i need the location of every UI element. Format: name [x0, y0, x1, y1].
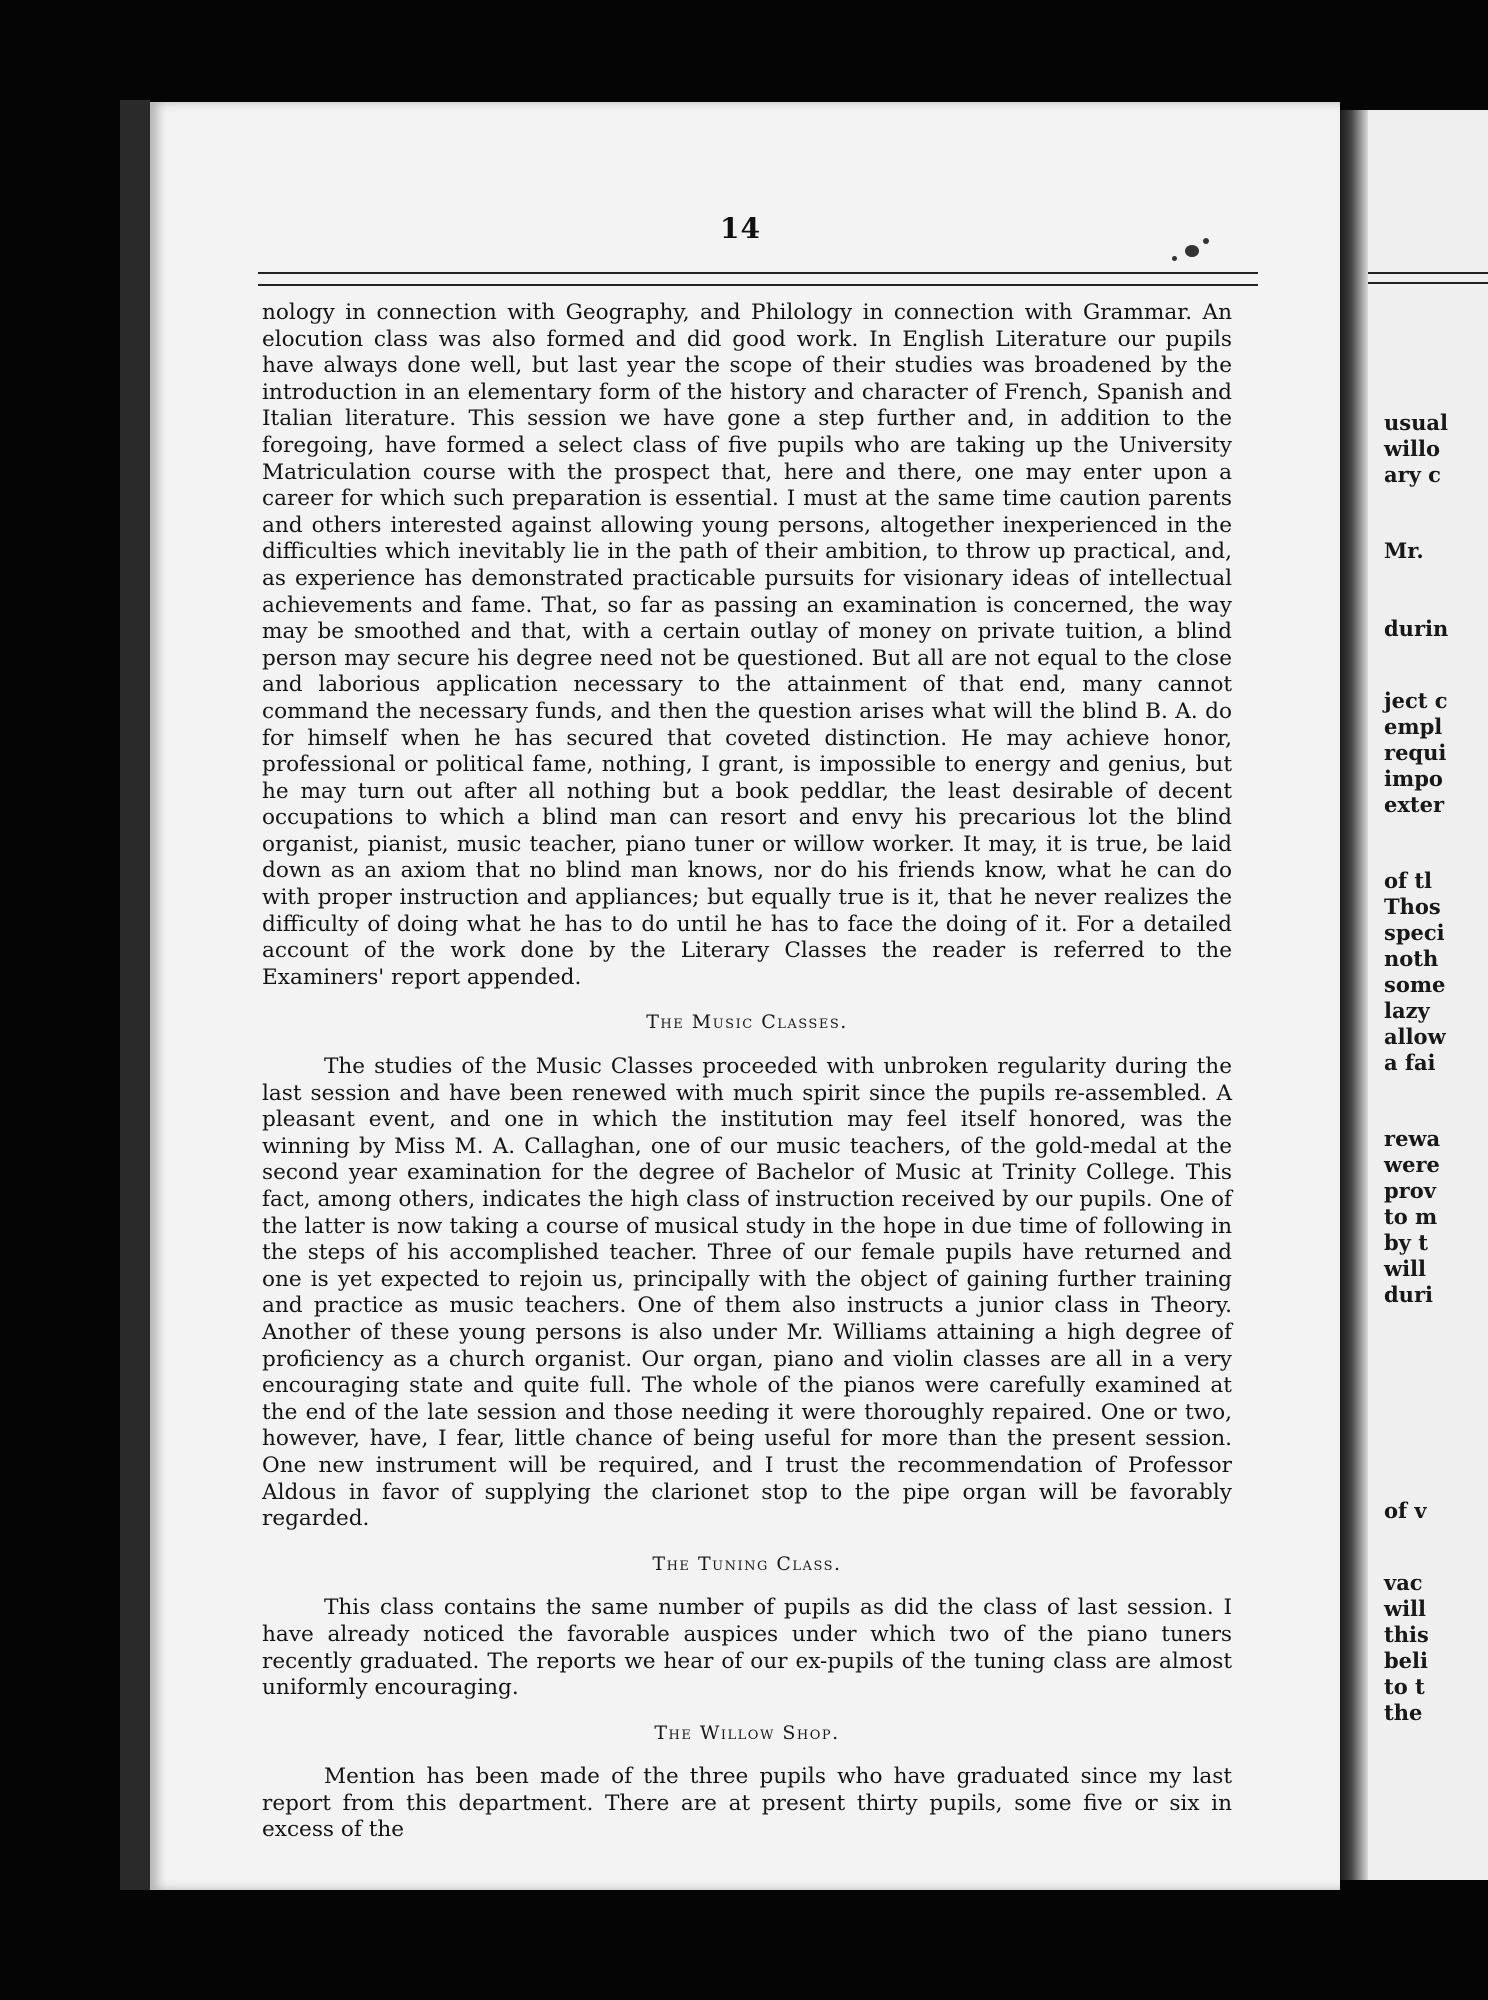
- paragraph-tuning-class: This class contains the same number of pupils as did the class of last session. I have already noticed the favorable auspices under which two of the piano tuners recently graduated. The reports we hear of our ex-pupils of the tuning class are almost uniformly encouraging.: [262, 1595, 1232, 1701]
- adjacent-page-fragment: ary c: [1384, 462, 1441, 487]
- adjacent-page-fragment: speci: [1384, 920, 1445, 945]
- adjacent-page-fragment: vac: [1384, 1570, 1423, 1595]
- adjacent-page-fragment: some: [1384, 972, 1446, 997]
- ink-smudge: [1185, 245, 1199, 257]
- adjacent-page-fragment: requi: [1384, 740, 1447, 765]
- adjacent-page-fragment: usual: [1384, 410, 1448, 435]
- adjacent-page-fragment: by t: [1384, 1230, 1428, 1255]
- adjacent-page-fragment: a fai: [1384, 1050, 1436, 1075]
- adjacent-page-fragment: the: [1384, 1700, 1423, 1725]
- heading-willow-shop: The Willow Shop.: [654, 1721, 840, 1744]
- adjacent-page-fragment: impo: [1384, 766, 1443, 791]
- adjacent-page-fragment: duri: [1384, 1282, 1433, 1307]
- scan-binding-edge: [120, 100, 150, 1890]
- adjacent-page-fragment: beli: [1384, 1648, 1428, 1673]
- ink-speck: [1203, 238, 1209, 244]
- adjacent-page-fragment: this: [1384, 1622, 1429, 1647]
- paragraph-willow-shop: Mention has been made of the three pupils who have graduated since my last report from this department. There are at present thirty pupils, some five or six in excess of the: [262, 1764, 1232, 1843]
- adjacent-page-fragment: durin: [1384, 616, 1449, 641]
- paragraph-music-classes: The studies of the Music Classes proceeded with unbroken regularity during the last session and have been renewed with much spirit since the pupils re-assembled. A pleasant event, and one in which the institution may feel itself honored, was the winning by Miss M. A. Callaghan, one of our music teachers, of the gold-medal at the second year examination for the degree of Bachelor of Music at Trinity College. This fact, among others, indicates the high class of instruction received by our pupils. One of the latter is now taking a course of musical study in the hope in due time of following in the steps of his accomplished teacher. Three of our female pupils have returned and one is yet expected to rejoin us, principally with the object of gaining further training and practice as music teachers. One of them also instructs a junior class in Theory. Another of these young persons is also under Mr. Williams attaining a high degree of proficiency as a church organist. Our organ, piano and violin classes are all in a very encouraging state and quite full. The whole of the pianos were carefully examined at the end of the late session and those needing it were thoroughly repaired. One or two, however, have, I fear, little chance of being useful for more than the present session. One new instrument will be required, and I trust the recommendation of Professor Aldous in favor of supplying the clarionet stop to the pipe organ will be favorably regarded.: [262, 1054, 1232, 1532]
- adjacent-page-fragment: Mr.: [1384, 538, 1424, 563]
- adjacent-page-fragment: lazy: [1384, 998, 1430, 1023]
- adjacent-page-fragment: prov: [1384, 1178, 1436, 1203]
- ink-speck: [1172, 256, 1177, 261]
- adjacent-page-fragment: ject c: [1384, 688, 1448, 713]
- adjacent-page-fragment: to m: [1384, 1204, 1438, 1229]
- adjacent-page-fragment: were: [1384, 1152, 1440, 1177]
- adjacent-page-fragment: allow: [1384, 1024, 1446, 1049]
- adjacent-page-fragment: will: [1384, 1256, 1427, 1281]
- adjacent-page-edge: [1368, 110, 1488, 1880]
- adjacent-page-fragment: Thos: [1384, 894, 1441, 919]
- paragraph-literary-classes: nology in connection with Geography, and Philology in connection with Grammar. An elocution class was also formed and did good work. In English Literature our pupils have always done well, but last year the scope of their studies was broadened by the introduction in an elementary form of the history and character of French, Spanish and Italian literature. This session we have gone a step further and, in addition to the foregoing, have formed a select class of five pupils who are taking up the University Matriculation course with the prospect that, here and there, one may enter upon a career for which such preparation is essential. I must at the same time caution parents and others interested against allowing young persons, altogether inexperienced in the difficulties which inevitably lie in the path of their ambition, to throw up practical, and, as experience has demonstrated practicable pursuits for visionary ideas of intellectual achievements and fame. That, so far as passing an examination is concerned, the way may be smoothed and that, with a certain outlay of money on private tuition, a blind person may secure his degree need not be questioned. But all are not equal to the close and laborious application necessary to the attainment of that end, many cannot command the necessary funds, and then the question arises what will the blind B. A. do for himself when he has secured that coveted distinction. He may achieve honor, professional or political fame, nothing, I grant, is impossible to energy and genius, but he may turn out after all nothing but a book peddlar, the least desirable of decent occupations to which a blind man can resort and envy his precarious lot the blind organist, pianist, music teacher, piano tuner or willow worker. It may, it is true, be laid down as an axiom that no blind man knows, nor do his friends know, what he can do with proper instruction and appliances; but equally true is it, that he never realizes the difficulty of doing what he has to do until he has to face the doing of it. For a detailed account of the work done by the Literary Classes the reader is referred to the Examiners' report appended.: [262, 300, 1232, 990]
- adjacent-page-fragment: of tl: [1384, 868, 1433, 893]
- adjacent-page-fragment: exter: [1384, 792, 1445, 817]
- adjacent-page-fragment: will: [1384, 1596, 1427, 1621]
- body-text: [262, 300, 1232, 1844]
- adjacent-page-fragment: noth: [1384, 946, 1439, 971]
- heading-tuning-class: The Tuning Class.: [652, 1552, 842, 1575]
- page-number: 14: [720, 212, 761, 245]
- header-double-rule: [258, 272, 1258, 286]
- adjacent-page-fragment: of v: [1384, 1498, 1427, 1523]
- adjacent-page-fragment: rewa: [1384, 1126, 1441, 1151]
- adjacent-page-fragment: empl: [1384, 714, 1443, 739]
- heading-music-classes: The Music Classes.: [646, 1011, 848, 1034]
- adjacent-page-fragment: willo: [1384, 436, 1441, 461]
- book-gutter: [1340, 110, 1368, 1880]
- adjacent-page-rule: [1368, 272, 1488, 284]
- adjacent-page-fragment: to t: [1384, 1674, 1425, 1699]
